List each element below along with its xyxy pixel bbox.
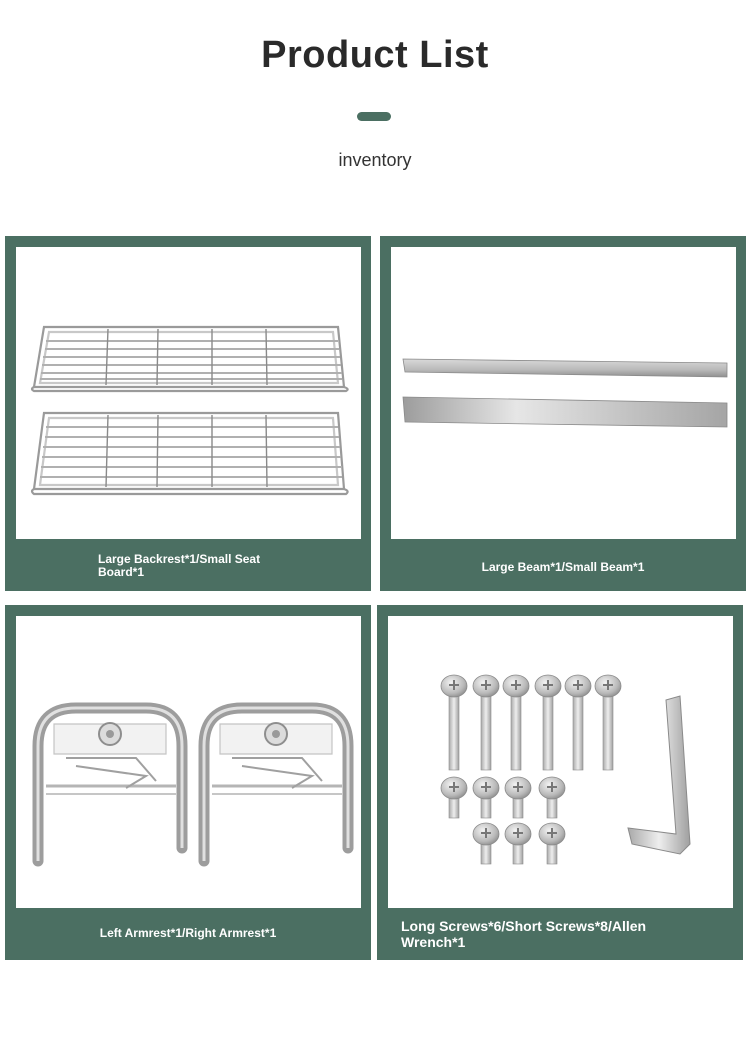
product-caption: Long Screws*6/Short Screws*8/Allen Wrench*1	[401, 918, 647, 950]
page-subtitle: inventory	[338, 150, 412, 170]
armrests-image	[16, 616, 361, 908]
product-card-backrest	[5, 236, 371, 591]
beams-image	[391, 247, 736, 539]
product-caption: Left Armrest*1/Right Armrest*1	[99, 926, 277, 940]
product-card-armrests	[5, 605, 371, 960]
page-title: Product List	[261, 34, 489, 76]
title-accent-bar	[357, 112, 391, 121]
product-caption: Large Beam*1/Small Beam*1	[481, 560, 645, 574]
product-caption: Large Backrest*1/Small Seat Board*1	[98, 552, 261, 579]
screws-and-wrench-image	[388, 616, 733, 908]
product-card-screws	[377, 605, 743, 960]
product-card-beams	[380, 236, 746, 591]
backrest-and-seat-board-image	[16, 247, 361, 539]
